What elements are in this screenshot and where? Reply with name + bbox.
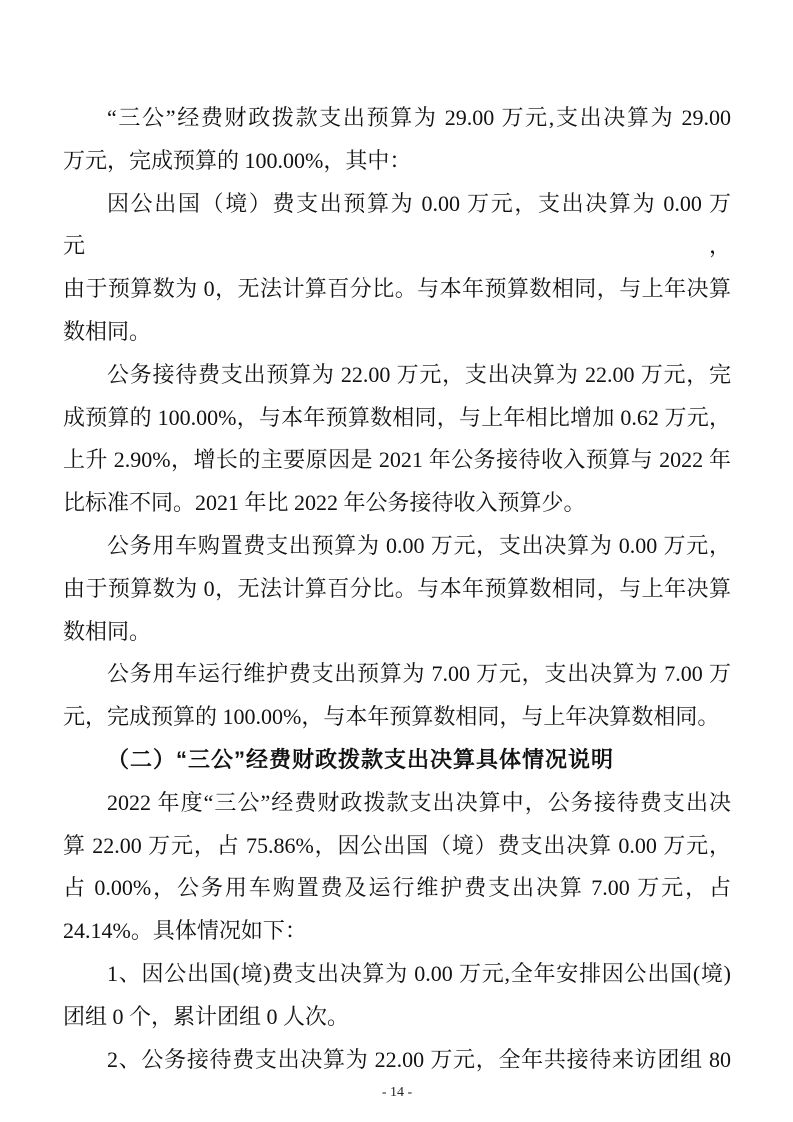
text-line: 算 22.00 万元，占 75.86%，因公出国（境）费支出决算 0.00 万元，: [63, 832, 731, 858]
text-line: 24.14%。具体情况如下：: [63, 918, 307, 944]
text-line: 成预算的 100.00%，与本年预算数相同，与上年相比增加 0.62 万元，: [63, 404, 731, 430]
text-line: 1、因公出国(境)费支出决算为 0.00 万元,全年安排因公出国(境): [107, 960, 731, 986]
section-heading: （二）“三公”经费财政拨款支出决算具体情况说明: [107, 746, 615, 772]
text-line: 2、公务接待费支出决算为 22.00 万元，全年共接待来访团组 80: [107, 1046, 731, 1072]
text-line: 数相同。: [63, 318, 152, 344]
text-line: 上升 2.90%，增长的主要原因是 2021 年公务接待收入预算与 2022 年: [63, 447, 731, 473]
text-line: 占 0.00%，公务用车购置费及运行维护费支出决算 7.00 万元，占: [63, 875, 731, 901]
text-line: 万元，完成预算的 100.00%，其中：: [63, 147, 412, 173]
text-line: 由于预算数为 0，无法计算百分比。与本年预算数相同，与上年决算: [63, 276, 731, 302]
text-line: 2022 年度“三公”经费财政拨款支出决算中，公务接待费支出决: [107, 789, 731, 815]
text-line: 公务用车运行维护费支出预算为 7.00 万元，支出决算为 7.00 万: [107, 661, 731, 687]
text-line: 团组 0 个，累计团组 0 人次。: [63, 1003, 350, 1029]
text-line: 因公出国（境）费支出预算为 0.00 万元，支出决算为 0.00 万元，: [63, 190, 731, 259]
text-line: 公务接待费支出预算为 22.00 万元，支出决算为 22.00 万元，完: [107, 361, 731, 387]
page-number: - 14 -: [381, 1085, 413, 1101]
text-line: 由于预算数为 0，无法计算百分比。与本年预算数相同，与上年决算: [63, 575, 731, 601]
text-line: 公务用车购置费支出预算为 0.00 万元，支出决算为 0.00 万元，: [107, 532, 731, 558]
text-line: 元，完成预算的 100.00%，与本年预算数相同，与上年决算数相同。: [63, 704, 720, 730]
text-line: 数相同。: [63, 618, 152, 644]
text-line: “三公”经费财政拨款支出预算为 29.00 万元,支出决算为 29.00: [107, 105, 731, 130]
text-line: 比标准不同。2021 年比 2022 年公务接待收入预算少。: [63, 490, 586, 516]
